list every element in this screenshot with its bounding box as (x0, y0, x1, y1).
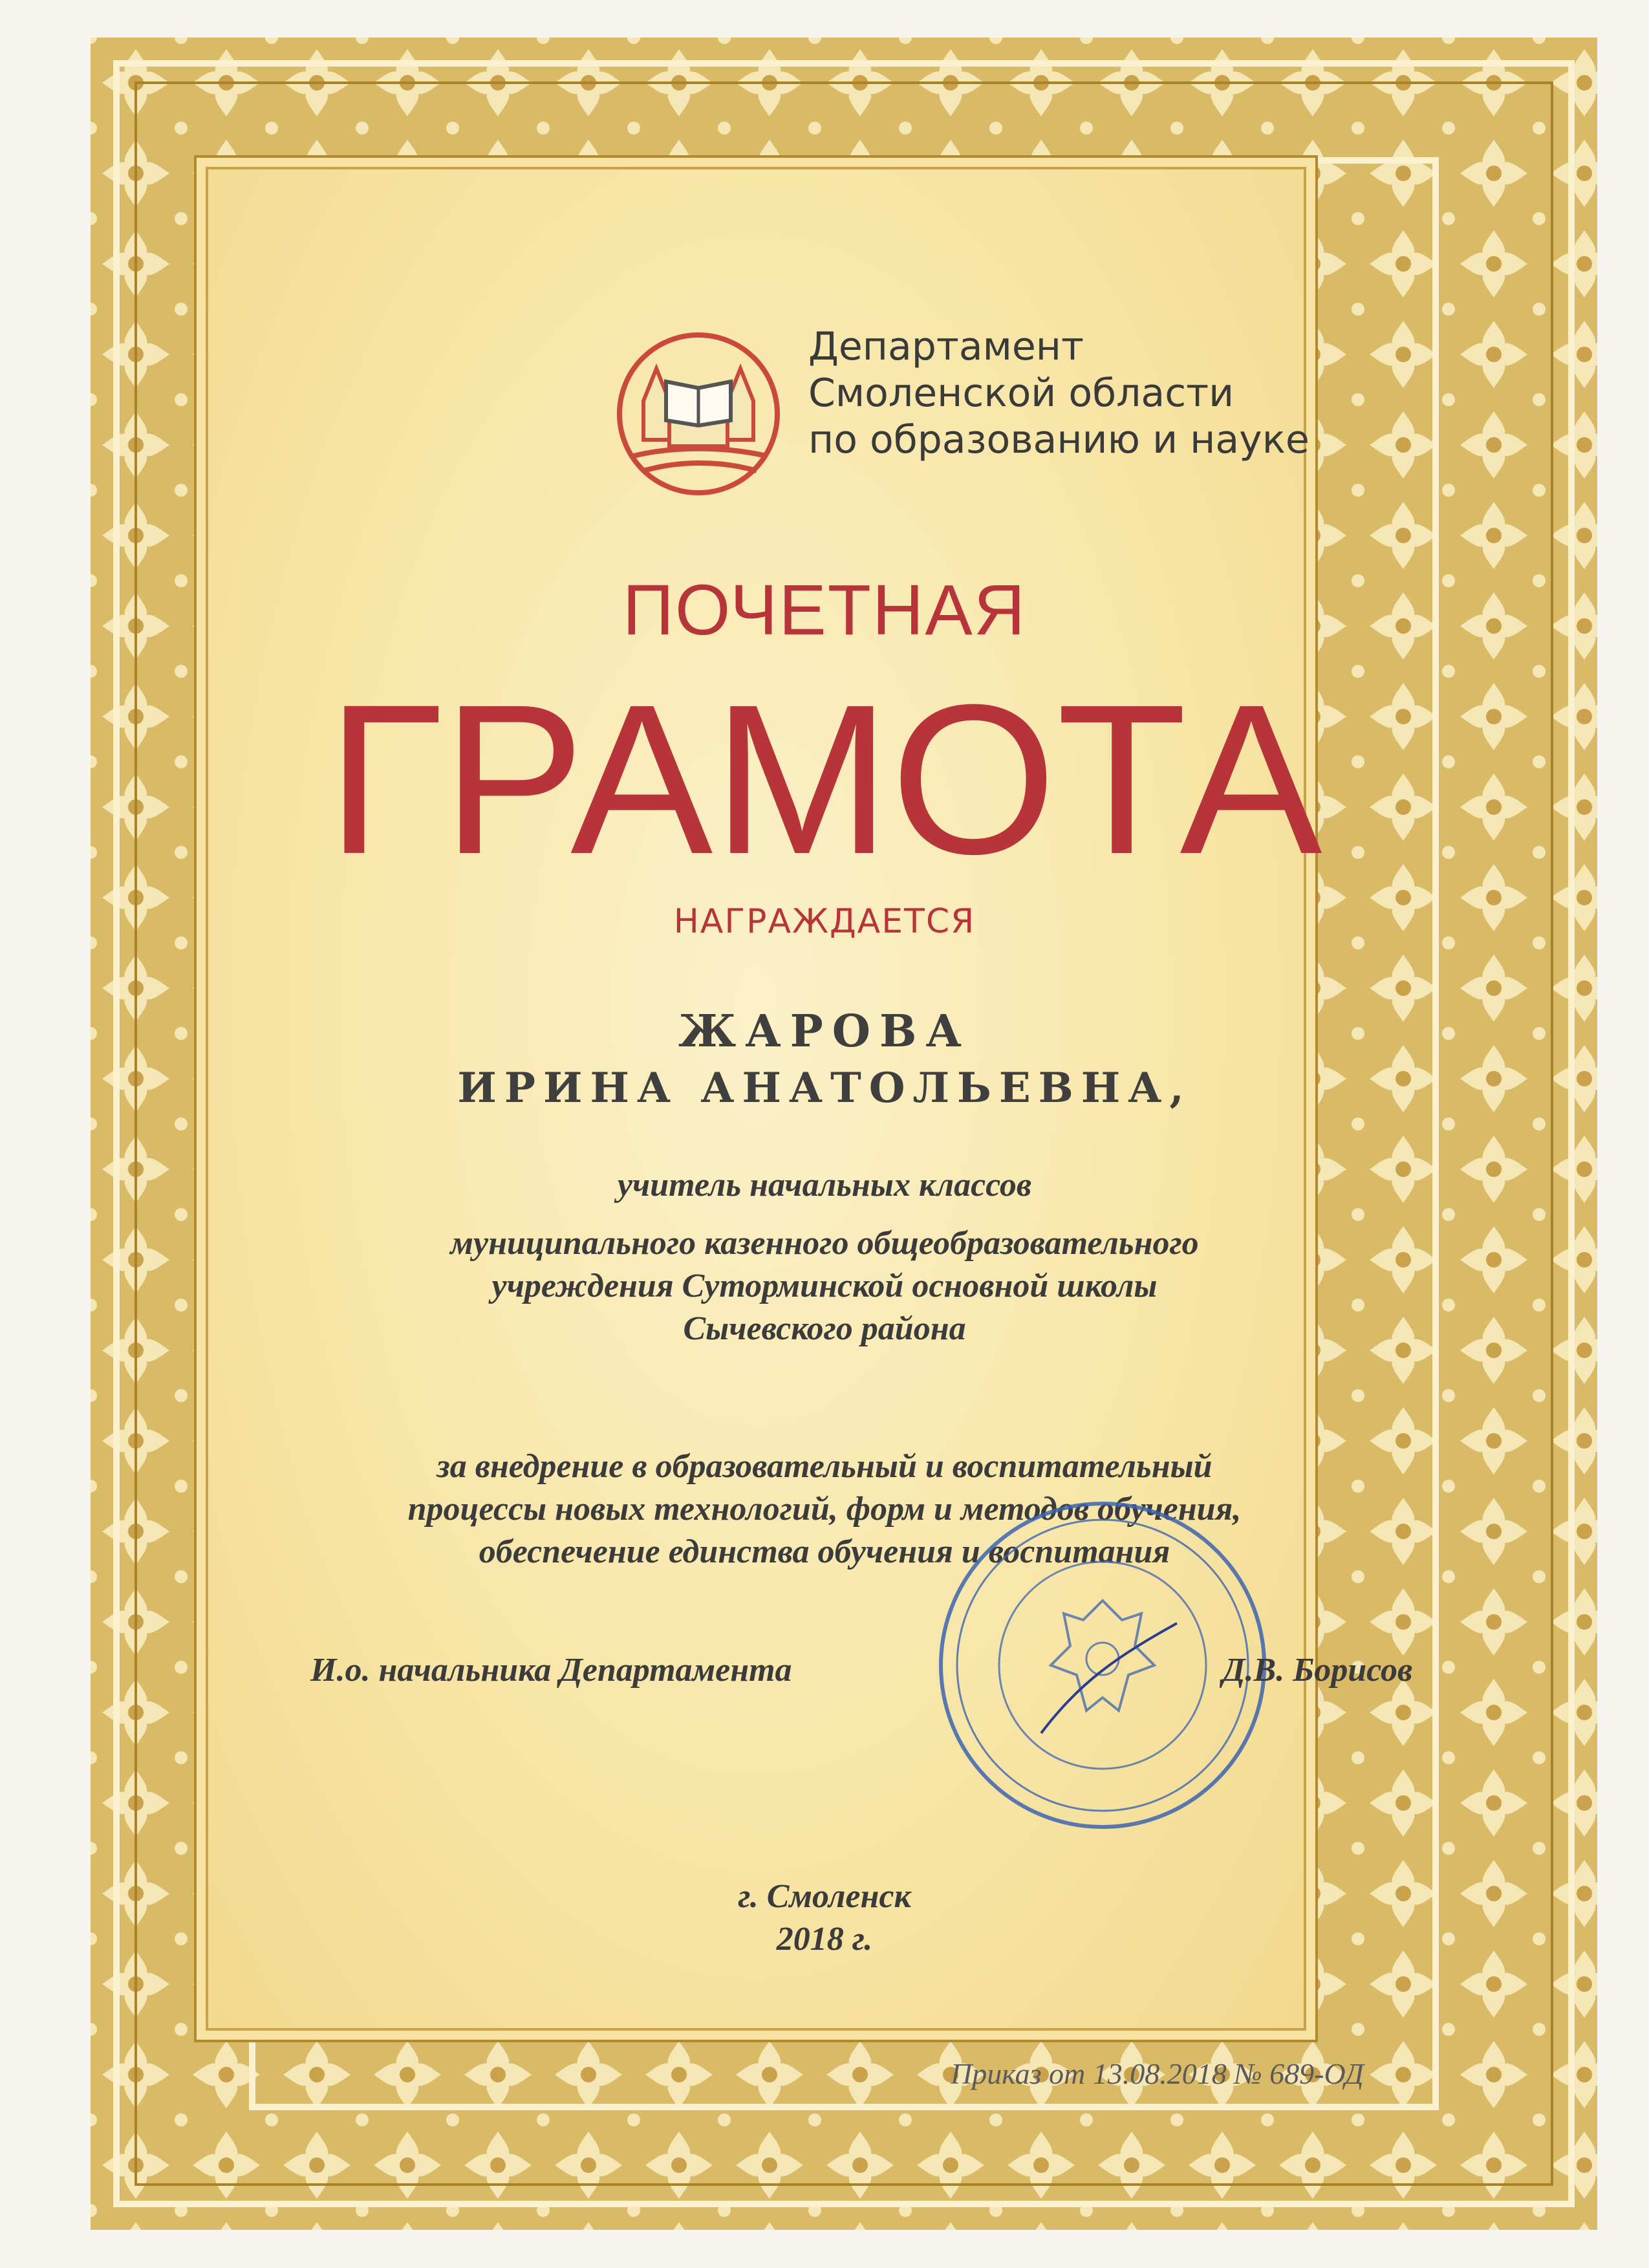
title-honorary: ПОЧЕТНАЯ (622, 570, 1027, 650)
recipient-given-name: ИРИНА АНАТОЛЬЕВНА, (457, 1064, 1192, 1112)
reason-line-1: за внедрение в образовательный и воспитательный (436, 1448, 1212, 1485)
issue-city: г. Смоленск (738, 1878, 911, 1915)
reason-line-3: обеспечение единства обучения и воспитания (479, 1533, 1170, 1570)
title-certificate: ГРАМОТА (327, 660, 1322, 898)
awarded-label: НАГРАЖДАЕТСЯ (673, 902, 976, 941)
department-line-1: Департамент (808, 324, 1084, 369)
award-reason (0, 1445, 1649, 1573)
signatory-title: И.о. начальника Департамента (310, 1652, 792, 1689)
signatory-name: Д.В. Борисов (1222, 1652, 1413, 1689)
department-name (808, 323, 1310, 463)
department-line-2: Смоленской области (808, 371, 1234, 416)
issue-year: 2018 г. (776, 1921, 873, 1958)
organization-line-2: учреждения Суторминской основной школы (491, 1268, 1158, 1304)
recipient-organization (0, 1222, 1649, 1350)
recipient-surname: ЖАРОВА (678, 1006, 971, 1057)
department-line-3: по образованию и науке (808, 417, 1310, 462)
recipient-position: учитель начальных классов (617, 1167, 1032, 1204)
organization-line-3: Сычевского района (683, 1310, 966, 1347)
reason-line-2: процессы новых технологий, форм и методов обучения, (407, 1491, 1242, 1528)
order-reference: Приказ от 13.08.2018 № 689-ОД (951, 2057, 1364, 2090)
organization-line-1: муниципального казенного общеобразовательного (450, 1225, 1199, 1262)
issue-place (0, 1875, 1649, 1961)
department-logo (608, 323, 789, 498)
